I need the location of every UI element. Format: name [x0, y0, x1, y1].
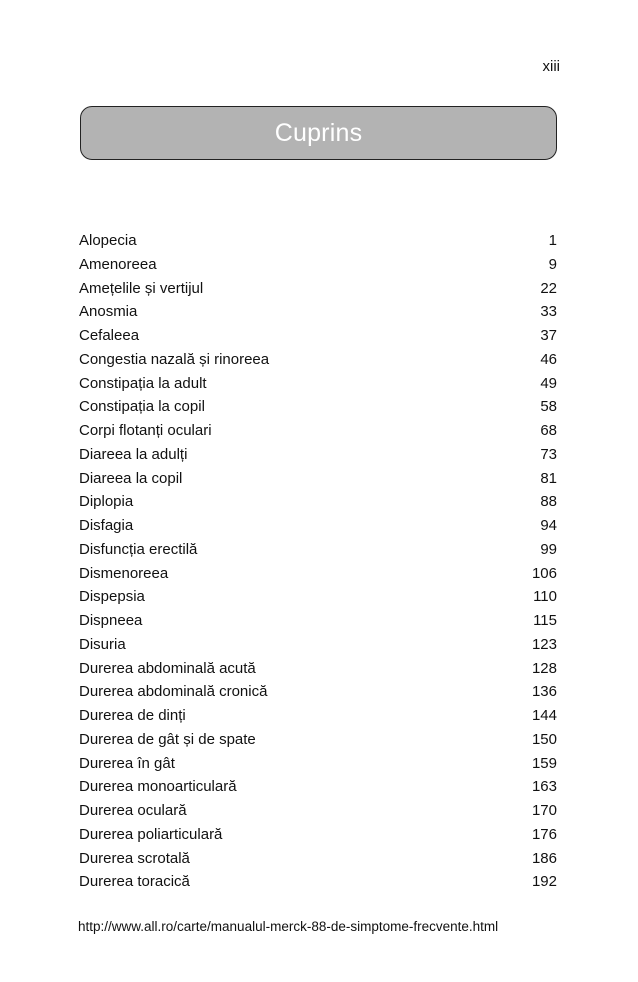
toc-entry[interactable]	[79, 870, 557, 894]
toc-entry-page: 46	[540, 350, 557, 368]
toc-entry-label: Disfuncția erectilă	[79, 540, 198, 558]
toc-entry-page: 159	[531, 754, 557, 772]
table-of-contents	[79, 229, 557, 894]
toc-entry-page: 144	[531, 707, 557, 724]
toc-entry-page: 9	[548, 255, 557, 273]
toc-entry-label: Dispneea	[79, 612, 143, 629]
toc-entry[interactable]	[79, 300, 557, 324]
toc-entry-label: Amenoreea	[79, 255, 157, 273]
toc-entry[interactable]	[79, 799, 557, 823]
toc-entry[interactable]	[79, 585, 557, 609]
toc-entry[interactable]	[79, 348, 557, 372]
page-number: xiii	[542, 58, 560, 75]
toc-entry[interactable]	[79, 775, 557, 799]
toc-entry-label: Durerea oculară	[79, 802, 187, 819]
toc-entry-label: Disfagia	[79, 517, 134, 534]
toc-entry[interactable]	[79, 538, 557, 562]
toc-entry-page: 163	[531, 778, 557, 796]
toc-entry-label: Congestia nazală și rinoreea	[79, 350, 270, 368]
toc-entry[interactable]	[79, 395, 557, 419]
toc-entry[interactable]	[79, 229, 557, 253]
toc-entry-page: 150	[531, 730, 557, 748]
toc-entry[interactable]	[79, 253, 557, 277]
toc-entry-page: 58	[540, 398, 557, 416]
toc-entry[interactable]	[79, 847, 557, 871]
toc-entry-label: Diplopia	[79, 493, 134, 511]
toc-entry[interactable]	[79, 277, 557, 301]
source-url[interactable]: http://www.all.ro/carte/manualul-merck-88-de-simptome-frecvente.html	[78, 919, 499, 934]
toc-entry-label: Alopecia	[79, 232, 137, 249]
toc-entry-label: Durerea abdominală cronică	[79, 683, 268, 701]
toc-entry-label: Amețelile și vertijul	[79, 279, 204, 297]
toc-entry-page: 170	[531, 802, 557, 819]
toc-entry-page: 192	[531, 873, 557, 891]
toc-entry-page: 99	[540, 540, 557, 558]
toc-entry[interactable]	[79, 752, 557, 776]
toc-entry-page: 110	[533, 588, 557, 606]
toc-entry-label: Dismenoreea	[79, 564, 169, 582]
toc-entry-page: 136	[531, 683, 557, 701]
toc-entry-page: 123	[531, 635, 557, 653]
toc-entry[interactable]	[79, 467, 557, 491]
toc-entry[interactable]	[79, 704, 557, 728]
toc-entry[interactable]	[79, 562, 557, 586]
toc-entry[interactable]	[79, 443, 557, 467]
toc-entry[interactable]	[79, 657, 557, 681]
toc-entry-label: Durerea de dinți	[79, 707, 186, 724]
toc-entry-page: 49	[540, 374, 557, 392]
title-banner	[80, 106, 557, 160]
toc-entry-page: 73	[540, 445, 557, 463]
toc-entry-page: 115	[533, 612, 557, 629]
toc-entry-label: Constipația la copil	[79, 398, 205, 416]
toc-entry-page: 186	[531, 849, 557, 867]
toc-entry-label: Corpi flotanți oculari	[79, 422, 212, 439]
toc-entry-page: 88	[540, 493, 557, 511]
toc-entry-page: 33	[540, 303, 557, 321]
toc-entry-page: 94	[540, 517, 557, 534]
toc-entry-page: 128	[531, 659, 557, 677]
toc-entry-label: Diareea la copil	[79, 469, 183, 487]
toc-entry-label: Constipația la adult	[79, 374, 207, 392]
toc-entry-label: Diareea la adulți	[79, 445, 188, 463]
toc-entry[interactable]	[79, 680, 557, 704]
toc-entry-page: 37	[540, 327, 557, 344]
toc-entry-page: 176	[531, 825, 557, 843]
toc-entry[interactable]	[79, 419, 557, 443]
toc-entry[interactable]	[79, 823, 557, 847]
toc-entry[interactable]	[79, 490, 557, 514]
toc-entry-page: 68	[540, 422, 557, 439]
toc-entry-label: Durerea scrotală	[79, 849, 190, 867]
toc-entry[interactable]	[79, 609, 557, 633]
toc-entry-page: 81	[540, 469, 557, 487]
toc-entry-label: Anosmia	[79, 303, 138, 321]
toc-entry-label: Dispepsia	[79, 588, 145, 606]
toc-entry[interactable]	[79, 633, 557, 657]
toc-entry-label: Disuria	[79, 635, 126, 653]
toc-entry-label: Durerea poliarticulară	[79, 825, 223, 843]
toc-entry[interactable]	[79, 372, 557, 396]
toc-entry-page: 106	[531, 564, 557, 582]
toc-entry-label: Durerea toracică	[79, 873, 190, 891]
toc-entry[interactable]	[79, 728, 557, 752]
toc-entry-label: Cefaleea	[79, 327, 140, 344]
toc-entry-label: Durerea în gât	[79, 754, 175, 772]
toc-entry-page: 1	[548, 232, 557, 249]
toc-entry-page: 22	[540, 279, 557, 297]
toc-entry-label: Durerea abdominală acută	[79, 659, 256, 677]
toc-entry-label: Durerea monoarticulară	[79, 778, 237, 796]
toc-entry[interactable]	[79, 514, 557, 538]
toc-entry[interactable]	[79, 324, 557, 348]
page-title: Cuprins	[274, 118, 363, 147]
toc-entry-label: Durerea de gât și de spate	[79, 730, 256, 748]
